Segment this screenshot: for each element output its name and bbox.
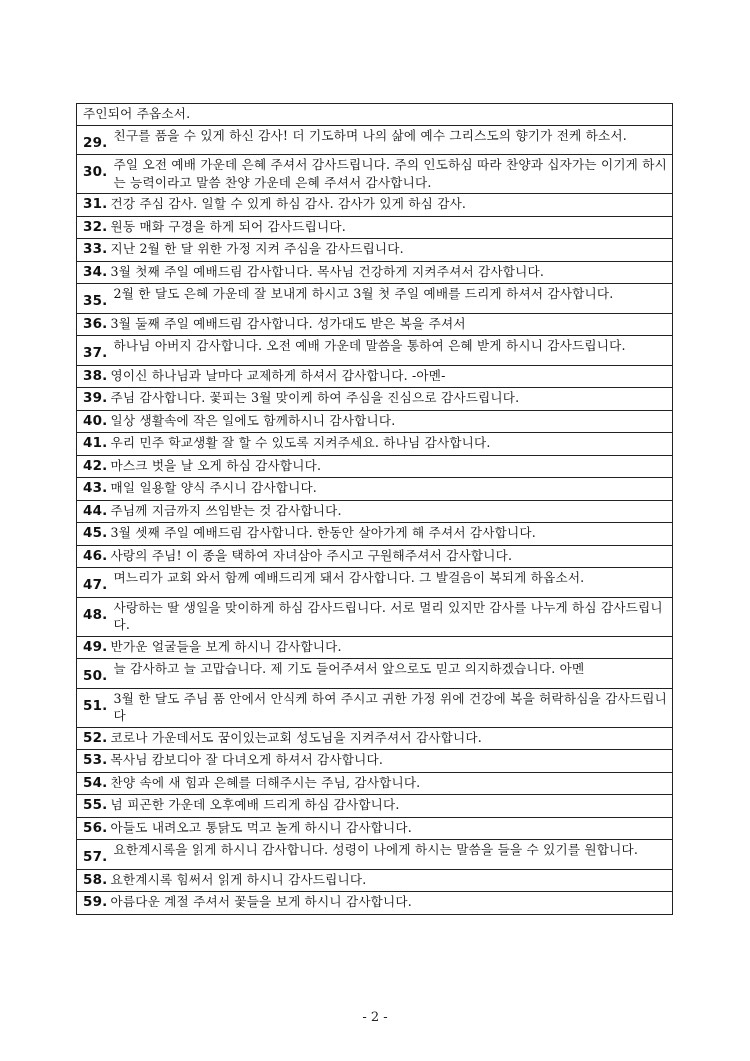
table-row	[77, 336, 673, 366]
list-item	[77, 568, 673, 598]
item-number: 40.	[83, 412, 108, 429]
item-text: 하나님 아버지 감사합니다. 오전 예배 가운데 말씀을 통하여 은혜 받게 하시니 감사드립니다.	[113, 338, 626, 353]
table-row	[77, 597, 673, 636]
table-row	[77, 455, 673, 478]
list-item	[77, 284, 673, 314]
list-item	[77, 194, 673, 217]
table-row	[77, 261, 673, 284]
table-row	[77, 636, 673, 659]
item-text: 목사님 캄보디아 잘 다녀오게 하셔서 감사합니다.	[110, 752, 384, 767]
item-number: 57.	[83, 849, 108, 865]
table-row	[77, 216, 673, 239]
table-row	[77, 155, 673, 194]
item-text: 3월 한 달도 주님 품 안에서 안식케 하여 주시고 귀한 가정 위에 건강에 복을 허락하심을 감사드립니다	[113, 690, 668, 723]
list-item	[77, 239, 673, 262]
table-row	[77, 125, 673, 155]
list-item	[77, 478, 673, 501]
table-row	[77, 365, 673, 388]
item-number: 44.	[83, 502, 108, 519]
item-number: 55.	[83, 797, 108, 813]
table-row	[77, 410, 673, 433]
item-text: 3월 셋째 주일 예배드림 감사합니다. 한동안 살아가게 해 주셔서 감사합니다.	[110, 525, 536, 540]
item-text: 원동 매화 구경을 하게 되어 감사드립니다.	[110, 218, 346, 234]
item-text: 매일 일용할 양식 주시니 감사합니다.	[110, 480, 318, 495]
item-text: 주님 감사합니다. 꽃피는 3월 맞이케 하여 주심을 진심으로 감사드립니다.	[110, 390, 520, 405]
item-text: 우리 민주 학교생활 잘 할 수 있도록 지켜주세요. 하나님 감사합니다.	[110, 435, 491, 450]
list-item	[77, 336, 673, 366]
item-text: 친구를 품을 수 있게 하신 감사! 더 기도하며 나의 삶에 예수 그리스도의 향기가 전케 하소서.	[113, 127, 627, 143]
table-row	[77, 194, 673, 217]
list-item	[77, 892, 673, 915]
list-item	[77, 523, 673, 546]
item-number: 53.	[83, 752, 108, 768]
list-item	[77, 410, 673, 433]
item-number: 48.	[83, 606, 108, 623]
list-item	[77, 545, 673, 568]
gratitude-list-table	[76, 103, 673, 915]
item-text: 주일 오전 예배 가운데 은혜 주셔서 감사드립니다. 주의 인도하심 따라 찬양과 십자가는 이기게 하시는 능력이라고 말씀 찬양 가운데 은혜 주셔서 감사합니다.	[113, 157, 667, 190]
table-row	[77, 284, 673, 314]
item-text: 코로나 가운데서도 꿈이있는교회 성도님을 지켜주셔서 감사합니다.	[110, 729, 482, 745]
item-number: 36.	[83, 315, 108, 332]
table-row	[77, 817, 673, 840]
item-number: 49.	[83, 638, 108, 655]
list-item	[77, 772, 673, 795]
table-row	[77, 239, 673, 262]
item-number: 39.	[83, 390, 108, 406]
item-text: 아들도 내려오고 통닭도 먹고 놀게 하시니 감사합니다.	[110, 819, 412, 835]
item-number: 32.	[83, 218, 108, 235]
list-item	[77, 433, 673, 456]
item-text: 건강 주심 감사. 일할 수 있게 하심 감사. 감사가 있게 하심 감사.	[110, 196, 467, 211]
table-row	[77, 433, 673, 456]
item-text: 사랑하는 딸 생일을 맞이하게 하심 감사드립니다. 서로 멀리 있지만 감사를 나누게 하심 감사드립니다.	[113, 599, 663, 632]
table-row	[77, 478, 673, 501]
list-item	[77, 659, 673, 689]
item-number: 58.	[83, 871, 108, 888]
list-item	[77, 455, 673, 478]
table-row	[77, 659, 673, 689]
item-number: 42.	[83, 457, 108, 474]
item-number: 43.	[83, 480, 108, 496]
item-text: 영이신 하나님과 날마다 교제하게 하셔서 감사합니다. -아멘-	[110, 367, 446, 383]
table-row	[77, 688, 673, 727]
list-item	[77, 636, 673, 659]
item-number: 56.	[83, 819, 108, 836]
list-item	[77, 388, 673, 411]
item-text: 사랑의 주님! 이 종을 택하여 자녀삼아 주시고 구원해주셔서 감사합니다.	[110, 547, 513, 563]
item-text: 반가운 얼굴들을 보게 하시니 감사합니다.	[110, 638, 342, 654]
list-item	[77, 313, 673, 336]
item-number: 52.	[83, 729, 108, 746]
table-row	[77, 840, 673, 870]
list-item	[77, 840, 673, 870]
item-number: 51.	[83, 697, 108, 714]
list-item	[77, 817, 673, 840]
item-text: 마스크 벗을 날 오게 하심 감사합니다.	[110, 457, 322, 473]
item-number: 29.	[83, 134, 108, 151]
item-number: 50.	[83, 668, 108, 684]
item-text: 요한계시록을 읽게 하시니 감사합니다. 성령이 나에게 하시는 말씀을 들을 수 있기를 원합니다.	[113, 842, 639, 857]
item-text: 주님께 지금까지 쓰임받는 것 감사합니다.	[110, 502, 342, 518]
list-item	[77, 727, 673, 750]
item-number: 33.	[83, 241, 108, 257]
item-text: 2월 한 달도 은혜 가운데 잘 보내게 하시고 3월 첫 주일 예배를 드리게 하셔서 감사합니다.	[113, 286, 614, 301]
item-text: 3월 둘째 주일 예배드림 감사합니다. 성가대도 받은 복을 주셔서	[110, 315, 466, 331]
list-item	[77, 688, 673, 727]
list-item	[77, 750, 673, 773]
table-row	[77, 727, 673, 750]
table-row	[77, 750, 673, 773]
table-row	[77, 523, 673, 546]
list-item	[77, 125, 673, 155]
item-number: 54.	[83, 774, 108, 791]
item-number: 31.	[83, 196, 108, 212]
item-number: 30.	[83, 164, 108, 180]
list-item	[77, 500, 673, 523]
continuation-cell	[77, 104, 673, 126]
table-row	[77, 795, 673, 818]
item-number: 38.	[83, 367, 108, 384]
list-item	[77, 869, 673, 892]
item-number: 59.	[83, 894, 108, 910]
item-number: 47.	[83, 577, 108, 593]
item-text: 요한계시록 힘써서 읽게 하시니 감사드립니다.	[110, 871, 367, 887]
list-item	[77, 155, 673, 194]
table-row	[77, 500, 673, 523]
table-row	[77, 545, 673, 568]
item-text: 지난 2월 한 달 위한 가정 지켜 주심을 감사드립니다.	[110, 241, 404, 256]
page-number: - 2 -	[362, 1010, 388, 1025]
table-row	[77, 568, 673, 598]
table-row	[77, 313, 673, 336]
item-text: 며느리가 교회 와서 함께 예배드리게 돼서 감사합니다. 그 발걸음이 복되게 하옵소서.	[113, 570, 585, 585]
table-row	[77, 869, 673, 892]
list-item	[77, 365, 673, 388]
continuation-text: 주인되어 주옵소서.	[83, 106, 191, 121]
table-row	[77, 104, 673, 126]
item-number: 34.	[83, 263, 108, 280]
item-number: 37.	[83, 345, 108, 361]
list-item	[77, 597, 673, 636]
item-text: 일상 생활속에 작은 일에도 함께하시니 감사합니다.	[110, 412, 396, 428]
table-row	[77, 772, 673, 795]
item-number: 45.	[83, 525, 108, 541]
table-row	[77, 388, 673, 411]
item-text: 3월 첫째 주일 예배드림 감사합니다. 목사님 건강하게 지켜주셔서 감사합니다.	[110, 263, 545, 279]
item-text: 아름다운 계절 주셔서 꽃들을 보게 하시니 감사합니다.	[110, 894, 412, 909]
item-number: 46.	[83, 547, 108, 564]
list-item	[77, 795, 673, 818]
item-text: 찬양 속에 새 힘과 은혜를 더해주시는 주님, 감사합니다.	[110, 774, 421, 790]
item-number: 35.	[83, 293, 108, 309]
item-number: 41.	[83, 435, 108, 451]
list-item	[77, 261, 673, 284]
list-item	[77, 216, 673, 239]
table-row	[77, 892, 673, 915]
item-text: 넘 피곤한 가운데 오후예배 드리게 하심 감사합니다.	[110, 797, 400, 812]
item-text: 늘 감사하고 늘 고맙습니다. 제 기도 들어주셔서 앞으로도 믿고 의지하겠습니다. 아멘	[113, 661, 585, 676]
